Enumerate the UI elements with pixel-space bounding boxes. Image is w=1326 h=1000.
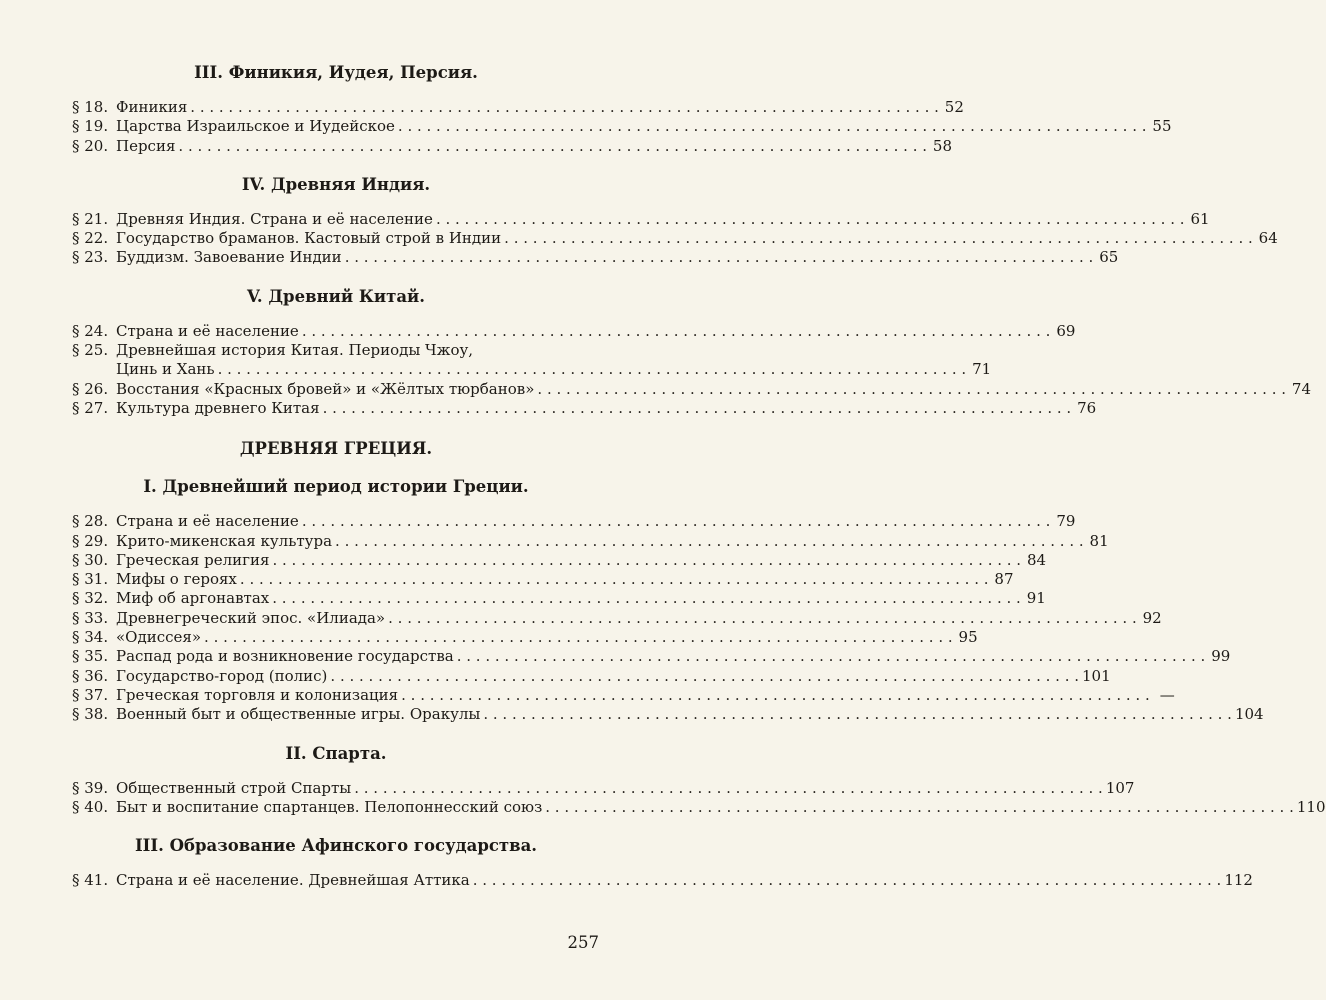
toc-entry [72,778,1135,798]
paragraph-number: § 20. [72,136,109,155]
entry-page-number: 99 [1211,647,1231,666]
entry-page-number: 61 [1190,209,1210,228]
entry-page-number: 76 [1077,398,1097,417]
toc-entry-list [72,98,1172,156]
toc-entry [72,360,992,379]
paragraph-number: § 41. [72,871,109,890]
dot-leader [345,248,1094,267]
entry-page-number: 65 [1099,248,1119,267]
dot-leader [330,667,1079,686]
entry-title: Миф об аргонавтах [116,589,270,608]
paragraph-number: § 29. [72,531,109,550]
toc-entry [72,321,1076,341]
dot-leader [537,380,1286,399]
dot-leader [473,871,1222,890]
entry-title: Греческая торговля и колонизация [116,685,399,704]
page-number: 257 [567,933,599,952]
paragraph-number: § 36. [72,666,109,685]
section-heading: V. Древний Китай. [246,286,426,306]
section-heading: II. Спарта. [285,743,387,763]
entry-title: Государство-город (полис) [116,666,328,685]
entry-page-number: 81 [1089,531,1109,550]
dot-leader [302,322,1051,341]
entry-title: Древнейшая история Китая. Периоды Чжоу, [116,341,474,360]
toc-entry [72,531,1109,551]
dot-leader [335,532,1084,551]
entry-page-number: 52 [944,98,964,116]
entry-title: Цинь и Хань [116,360,215,379]
paragraph-number: § 24. [72,321,109,340]
toc-entry [72,550,1047,570]
entry-page-number: 69 [1056,321,1076,340]
toc-entry [72,248,1119,267]
paragraph-number: § 40. [72,797,109,816]
paragraph-number: § 28. [72,512,109,531]
paragraph-number: § 34. [72,628,109,647]
toc-entry [72,379,1311,399]
entry-page-number: 64 [1258,229,1278,248]
entry-title: Распад рода и возникновение государства [116,647,454,666]
dot-leader [504,229,1253,248]
entry-page-number: 79 [1056,512,1076,531]
entry-page-number: 95 [958,628,978,647]
entry-title: Древнегреческий эпос. «Илиада» [116,608,386,627]
toc-entry [72,871,1253,890]
entry-page-number: — [1159,685,1175,704]
entry-page-number: 71 [972,360,992,379]
entry-page-number: 91 [1026,589,1046,608]
toc-entry-list [72,778,1326,818]
toc-entry [72,117,1172,136]
entry-title: Быт и воспитание спартанцев. Пелопоннесский союз [116,797,543,816]
entry-title: Страна и её население. Древнейшая Аттика [116,871,470,890]
toc-entry-list [72,321,1311,418]
toc-entry [72,398,1097,418]
paragraph-number: § 27. [72,398,109,417]
table-of-contents [72,60,1326,906]
paragraph-number: § 23. [72,248,109,267]
entry-title: Государство браманов. Кастовый строй в Индии [116,229,502,248]
entry-page-number: 107 [1105,778,1135,797]
entry-page-number: 92 [1142,608,1162,627]
paragraph-number: § 33. [72,608,109,627]
dot-leader [178,137,927,156]
entry-title: Страна и её население [116,512,299,531]
dot-leader [302,512,1051,531]
dot-leader [436,210,1185,229]
section-heading: I. Древнейший период истории Греции. [143,477,529,497]
dot-leader [190,98,939,117]
paragraph-number: § 18. [72,98,109,116]
toc-entry [72,705,1264,724]
toc-entry [72,570,1014,589]
section-heading: III. Финикия, Иудея, Персия. [194,63,478,82]
dot-leader [398,117,1147,136]
paragraph-number: § 21. [72,209,109,228]
dot-leader [483,705,1232,724]
dot-leader [240,570,989,589]
toc-entry [72,666,1111,686]
toc-entry-list [72,209,1278,268]
toc-entry [72,98,964,117]
entry-page-number: 104 [1234,705,1264,724]
dot-leader [457,647,1206,666]
entry-page-number: 110 [1296,797,1326,816]
entry-title: Мифы о героях [116,570,237,589]
paragraph-number: § 31. [72,570,109,589]
entry-title: Буддизм. Завоевание Индии [116,248,342,267]
toc-entry [72,341,600,360]
paragraph-number: § 32. [72,589,109,608]
toc-entry-list [72,512,1264,724]
entry-page-number: 74 [1291,379,1311,398]
dot-leader [272,551,1021,570]
toc-entry [72,229,1278,248]
entry-title: Финикия [116,98,188,116]
toc-entry [72,209,1210,229]
entry-title: Крито-микенская культура [116,531,333,550]
toc-entry [72,797,1326,817]
toc-entry-list [72,871,1253,890]
entry-page-number: 55 [1152,117,1172,136]
dot-leader [401,686,1150,705]
entry-title: Страна и её население [116,321,299,340]
toc-entry [72,685,1175,705]
entry-page-number: 112 [1224,871,1253,890]
entry-page-number: 101 [1082,666,1111,685]
part-heading: ДРЕВНЯЯ ГРЕЦИЯ. [239,439,433,459]
entry-page-number: 58 [932,136,953,155]
entry-title: Общественный строй Спарты [116,778,352,797]
dot-leader [272,589,1021,608]
toc-entry [72,608,1162,628]
entry-title: Греческая религия [116,550,270,569]
paragraph-number: § 38. [72,705,109,724]
toc-entry [72,628,978,647]
entry-title: Культура древнего Китая [116,398,320,417]
paragraph-number: § 37. [72,685,109,704]
section-heading: III. Образование Афинского государства. [134,836,538,856]
dot-leader [545,798,1294,817]
dot-leader [204,628,953,647]
entry-title: «Одиссея» [116,628,202,647]
paragraph-number: § 35. [72,647,109,666]
entry-title: Древняя Индия. Страна и её население [116,209,433,228]
dot-leader [388,609,1137,628]
entry-title: Военный быт и общественные игры. Оракулы [116,705,481,724]
entry-title: Восстания «Красных бровей» и «Жёлтых тюрбанов» [116,379,535,398]
paragraph-number: § 39. [72,778,109,797]
paragraph-number: § 22. [72,229,109,248]
toc-entry [72,512,1076,531]
dot-leader [323,399,1072,418]
section-heading: IV. Древняя Индия. [241,174,431,194]
toc-entry [72,136,953,156]
entry-page-number: 87 [994,570,1014,589]
paragraph-number: § 30. [72,550,109,569]
entry-page-number: 84 [1026,550,1047,569]
paragraph-number: § 19. [72,117,109,136]
toc-entry [72,589,1046,608]
entry-title: Персия [116,136,176,155]
paragraph-number: § 25. [72,341,109,360]
entry-title: Царства Израильское и Иудейское [116,117,395,136]
toc-entry [72,647,1231,666]
dot-leader [218,360,967,379]
paragraph-number: § 26. [72,379,109,398]
dot-leader [354,779,1103,798]
